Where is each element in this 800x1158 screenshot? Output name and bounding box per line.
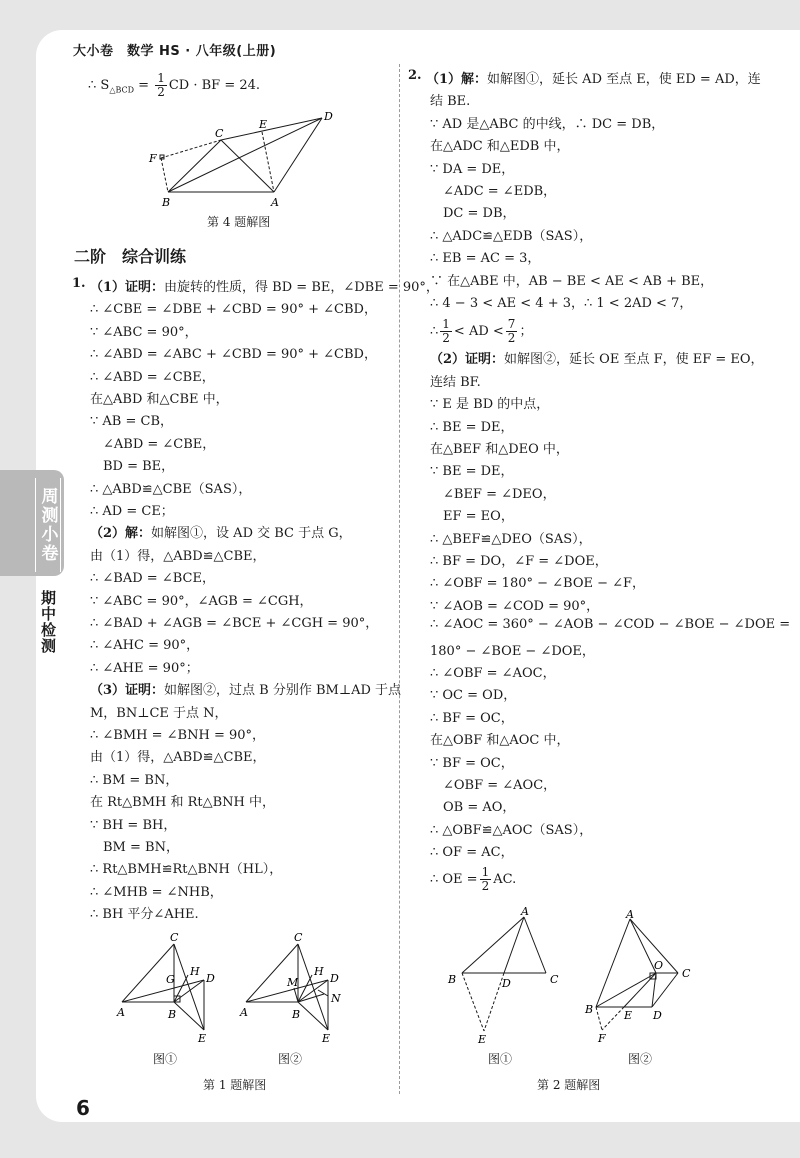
solution-line xyxy=(90,634,199,653)
step-text: ∵ BH = BH， xyxy=(90,817,177,833)
solution-line xyxy=(90,321,198,340)
step-text: ∴ ∠OBF = ∠AOC， xyxy=(430,666,556,681)
step-label: （2）证明： xyxy=(430,352,505,368)
step-text: DC = DB， xyxy=(430,206,516,222)
figure-4-diagram xyxy=(140,108,340,210)
solution-line xyxy=(430,371,481,390)
svg-text:B: B xyxy=(292,1008,301,1021)
solution-line xyxy=(90,881,223,900)
label-d: D xyxy=(324,110,333,123)
step-text: ∵ AB = CB， xyxy=(90,414,174,430)
solution-line xyxy=(430,90,470,109)
svg-text:E: E xyxy=(198,1032,207,1045)
step-text: ∴ BE = DE， xyxy=(430,419,514,435)
solution-line xyxy=(430,158,514,177)
fraction: $\frac{1}{2}$ xyxy=(481,864,490,893)
svg-text:A: A xyxy=(117,1006,125,1019)
step-label: （2）解： xyxy=(90,526,152,542)
svg-text:A: A xyxy=(521,905,529,918)
svg-text:A: A xyxy=(240,1006,248,1019)
step-text: ∴ EB = AC = 3， xyxy=(430,251,541,267)
step-text: 在 Rt△BMH 和 Rt△BNH 中， xyxy=(90,795,276,811)
solution-line xyxy=(90,746,266,765)
step-text: OB = AO， xyxy=(430,800,516,816)
step-text: 如解图②，过点 B 分别作 BM⊥AD 于点 xyxy=(164,683,402,699)
solution-line xyxy=(426,68,761,87)
solution-line xyxy=(430,393,549,412)
solution-line xyxy=(430,595,599,614)
solution-line xyxy=(430,348,764,367)
solution-line xyxy=(430,438,569,457)
svg-text:B: B xyxy=(448,973,457,986)
step-text: 由（1）得，△ABD≌△CBE， xyxy=(90,750,266,766)
step-label: （3）证明： xyxy=(90,683,165,699)
side-section-label: 期中检测 xyxy=(39,590,57,654)
solution-line xyxy=(90,702,228,721)
step-text: 在△ADC 和△EDB 中， xyxy=(430,139,570,155)
solution-line xyxy=(430,505,514,524)
solution-line xyxy=(90,612,378,631)
step-text: ∴ ∠ABD = ∠ABC + ∠CBD = 90° + ∠CBD， xyxy=(90,347,377,363)
step-text: 连结 BF. xyxy=(430,374,481,390)
solution-line xyxy=(90,791,275,810)
solution-line xyxy=(430,796,515,815)
solution-line xyxy=(430,684,516,703)
step-text: 在△ABD 和△CBE 中， xyxy=(90,392,229,407)
solution-line xyxy=(430,729,569,748)
step-text: ∴ ∠BAD = ∠BCE， xyxy=(90,571,215,587)
svg-text:E: E xyxy=(624,1009,633,1022)
solution-line xyxy=(90,836,179,855)
step-text: ∴ ∠MHB = ∠NHB， xyxy=(90,884,223,900)
formula-equals: = xyxy=(134,78,154,93)
step-text: 在△BEF 和△DEO 中， xyxy=(430,442,569,457)
step-label: （1）解： xyxy=(426,72,488,87)
step-text: ∴ ∠AHE = 90°； xyxy=(90,660,199,676)
solution-line xyxy=(430,572,645,591)
solution-line xyxy=(90,276,439,295)
step-text: ∵ 在△ABE 中，AB − BE < AE < AB + BE， xyxy=(430,273,714,289)
inequality-line: ∴ $\frac{1}{2}$ < AD < $\frac{7}{2}$ ； xyxy=(430,317,533,346)
label-e: E xyxy=(259,118,268,131)
solution-line xyxy=(90,679,401,698)
fraction: $\frac{1}{2}$ xyxy=(442,317,450,346)
solution-line xyxy=(430,752,514,771)
step-text: ∵ AD 是△ABC 的中线，∴ DC = DB， xyxy=(430,116,665,132)
label-a: A xyxy=(271,196,279,209)
solution-line xyxy=(430,483,556,502)
step-text: 结 BE. xyxy=(430,94,471,110)
step-text: 180° − ∠BOE − ∠DOE， xyxy=(430,643,595,659)
svg-text:A: A xyxy=(626,908,634,921)
step-text: ∵ ∠AOB = ∠COD = 90°， xyxy=(430,598,600,614)
svg-text:C: C xyxy=(550,973,559,986)
solution-line xyxy=(430,774,556,793)
step-text: ∴ Rt△BMH≌Rt△BNH（HL）， xyxy=(90,862,283,878)
solution-line xyxy=(430,113,664,132)
solution-line xyxy=(90,410,173,429)
solution-line xyxy=(90,478,251,497)
step-text: ∴ ∠BAD + ∠AGB = ∠BCE + ∠CGH = 90°， xyxy=(90,616,379,631)
solution-line xyxy=(90,500,174,519)
svg-text:G: G xyxy=(166,973,175,986)
step-text: ∠OBF = ∠AOC， xyxy=(430,778,557,793)
formula-rest: CD · BF = 24. xyxy=(168,78,261,93)
figure-1b-caption: 图② xyxy=(278,1052,303,1066)
section-title: 二阶 综合训练 xyxy=(74,247,187,266)
svg-text:H: H xyxy=(190,965,200,978)
solution-line xyxy=(430,292,692,311)
svg-text:B: B xyxy=(585,1003,594,1016)
step-text: ∵ ∠ABC = 90°，∠AGB = ∠CGH， xyxy=(90,593,313,609)
svg-text:B: B xyxy=(168,1008,177,1021)
step-text: ∠ABD = ∠CBE， xyxy=(90,436,216,452)
svg-text:E: E xyxy=(478,1033,487,1046)
svg-text:D: D xyxy=(206,972,215,985)
fraction: $\frac{7}{2}$ xyxy=(507,317,516,346)
solution-line xyxy=(90,858,282,877)
figure-4-caption: 第 4 题解图 xyxy=(207,215,271,229)
solution-line xyxy=(430,662,556,681)
step-text: ∴ BF = DO，∠F = ∠DOE， xyxy=(430,554,608,569)
step-text: ∴ ∠AHC = 90°， xyxy=(90,638,200,654)
step-text: BD = BE， xyxy=(90,459,175,475)
solution-line xyxy=(430,135,569,154)
svg-text:D: D xyxy=(502,977,511,990)
step-text: ∴ BM = BN， xyxy=(90,772,179,788)
figure-2b-caption: 图② xyxy=(628,1052,653,1066)
svg-text:E: E xyxy=(322,1032,331,1045)
figure-1-diagrams xyxy=(112,930,341,1048)
step-text: ∴ BH 平分∠AHE. xyxy=(90,907,199,923)
solution-line xyxy=(90,903,199,922)
solution-line xyxy=(430,819,592,838)
step-text: ∠ADC = ∠EDB， xyxy=(430,184,557,199)
solution-line xyxy=(430,180,556,199)
final-result-line: ∴ OE = $\frac{1}{2}$ AC. xyxy=(430,864,517,893)
step-text: BM = BN， xyxy=(90,840,179,855)
solution-line xyxy=(90,343,377,362)
step-text: ∵ E 是 BD 的中点， xyxy=(430,397,550,413)
step-text: ∴ △OBF≌△AOC（SAS）， xyxy=(430,822,593,838)
step-text: ∴ ∠ABD = ∠CBE， xyxy=(90,369,215,385)
solution-line xyxy=(90,388,229,407)
step-text: ∵ BE = DE， xyxy=(430,464,514,480)
step-text: ∴ OF = AC， xyxy=(430,845,514,861)
solution-line xyxy=(430,707,514,726)
solution-line xyxy=(90,522,352,541)
step-text: ∴ ∠OBF = 180° − ∠BOE − ∠F， xyxy=(430,576,646,592)
step-text: ∴ △ADC≌△EDB（SAS）， xyxy=(430,228,593,244)
solution-line xyxy=(90,769,178,788)
solution-line xyxy=(90,298,377,317)
fraction-half: $\frac{1}{2}$ xyxy=(157,71,165,99)
solution-line xyxy=(430,270,713,289)
side-tab-label: 周测小卷 xyxy=(35,478,61,572)
solution-line xyxy=(90,567,215,586)
step-text: ∴ △ABD≌△CBE（SAS）， xyxy=(90,481,252,497)
solution-line xyxy=(90,433,215,452)
page-number: 6 xyxy=(76,1096,90,1120)
solution-line xyxy=(430,617,790,632)
step-text: ∴ ∠AOC = 360° − ∠AOB − ∠COD − ∠BOE − ∠DOE = xyxy=(430,617,791,633)
solution-line xyxy=(90,590,313,609)
step-text: ∴ △BEF≌△DEO（SAS）， xyxy=(430,531,592,547)
step-text: 如解图②，延长 OE 至点 F，使 EF = EO， xyxy=(504,352,764,368)
solution-line xyxy=(90,814,176,833)
svg-text:D: D xyxy=(653,1009,662,1022)
step-text: 由旋转的性质，得 BD = BE，∠DBE = 90°， xyxy=(164,280,439,295)
solution-line xyxy=(430,528,592,547)
step-text: ∴ 4 − 3 < AE < 4 + 3，∴ 1 < 2AD < 7， xyxy=(430,296,693,311)
figure-2a-caption: 图① xyxy=(488,1052,513,1066)
step-label: （1）证明： xyxy=(90,280,165,295)
solution-line xyxy=(430,460,514,479)
step-text: 如解图①，设 AD 交 BC 于点 G， xyxy=(151,526,352,542)
page-header: 大小卷 数学 HS · 八年级(上册) xyxy=(73,44,277,59)
svg-text:N: N xyxy=(331,992,341,1005)
figure-2-diagrams xyxy=(440,905,700,1045)
solution-line xyxy=(430,841,514,860)
svg-text:F: F xyxy=(598,1032,606,1045)
svg-text:H: H xyxy=(314,965,324,978)
problem-1-number: 1. xyxy=(72,276,86,291)
step-text: ∵ ∠ABC = 90°， xyxy=(90,324,198,340)
step-text: ∵ OC = OD， xyxy=(430,688,517,704)
formula-subscript: △BCD xyxy=(109,85,135,95)
formula-therefore: ∴ S xyxy=(88,78,110,93)
solution-line xyxy=(430,640,595,659)
solution-line xyxy=(430,202,516,221)
step-text: 如解图①，延长 AD 至点 E，使 ED = AD，连 xyxy=(487,72,761,87)
step-text: ∴ BF = OC， xyxy=(430,710,514,726)
step-text: ∵ DA = DE， xyxy=(430,161,515,177)
label-f: F xyxy=(149,152,157,165)
svg-text:M: M xyxy=(287,976,299,989)
solution-line xyxy=(430,247,540,266)
svg-text:C: C xyxy=(170,931,179,944)
solution-line xyxy=(430,225,592,244)
svg-text:C: C xyxy=(294,931,303,944)
step-text: 在△OBF 和△AOC 中， xyxy=(430,733,570,749)
step-text: ∠BEF = ∠DEO， xyxy=(430,486,556,502)
svg-text:D: D xyxy=(330,972,339,985)
step-text: M，BN⊥CE 于点 N， xyxy=(90,705,228,721)
problem-2-number: 2. xyxy=(408,68,422,83)
step-text: ∴ ∠CBE = ∠DBE + ∠CBD = 90° + ∠CBD， xyxy=(90,302,377,318)
step-text: 由（1）得，△ABD≌△CBE， xyxy=(90,548,266,564)
solution-line xyxy=(430,550,608,569)
svg-text:O: O xyxy=(654,959,664,972)
step-text: ∴ ∠BMH = ∠BNH = 90°， xyxy=(90,728,266,743)
label-c: C xyxy=(215,127,224,140)
solution-line xyxy=(430,416,514,435)
solution-line xyxy=(90,724,265,743)
step-text: ∴ AD = CE； xyxy=(90,504,174,519)
label-b: B xyxy=(162,196,171,209)
figure-1a-labels xyxy=(116,931,215,1045)
solution-line xyxy=(90,657,199,676)
svg-text:C: C xyxy=(682,967,691,980)
solution-line xyxy=(90,366,215,385)
step-text: EF = EO， xyxy=(430,509,514,525)
step-text: ∵ BF = OC， xyxy=(430,755,514,771)
solution-line xyxy=(90,545,266,564)
solution-line xyxy=(90,455,174,474)
area-formula xyxy=(88,72,260,99)
figure-1-caption: 第 1 题解图 xyxy=(203,1078,267,1092)
figure-1a-caption: 图① xyxy=(153,1052,178,1066)
figure-2-caption: 第 2 题解图 xyxy=(537,1078,601,1092)
column-divider xyxy=(399,64,400,1094)
